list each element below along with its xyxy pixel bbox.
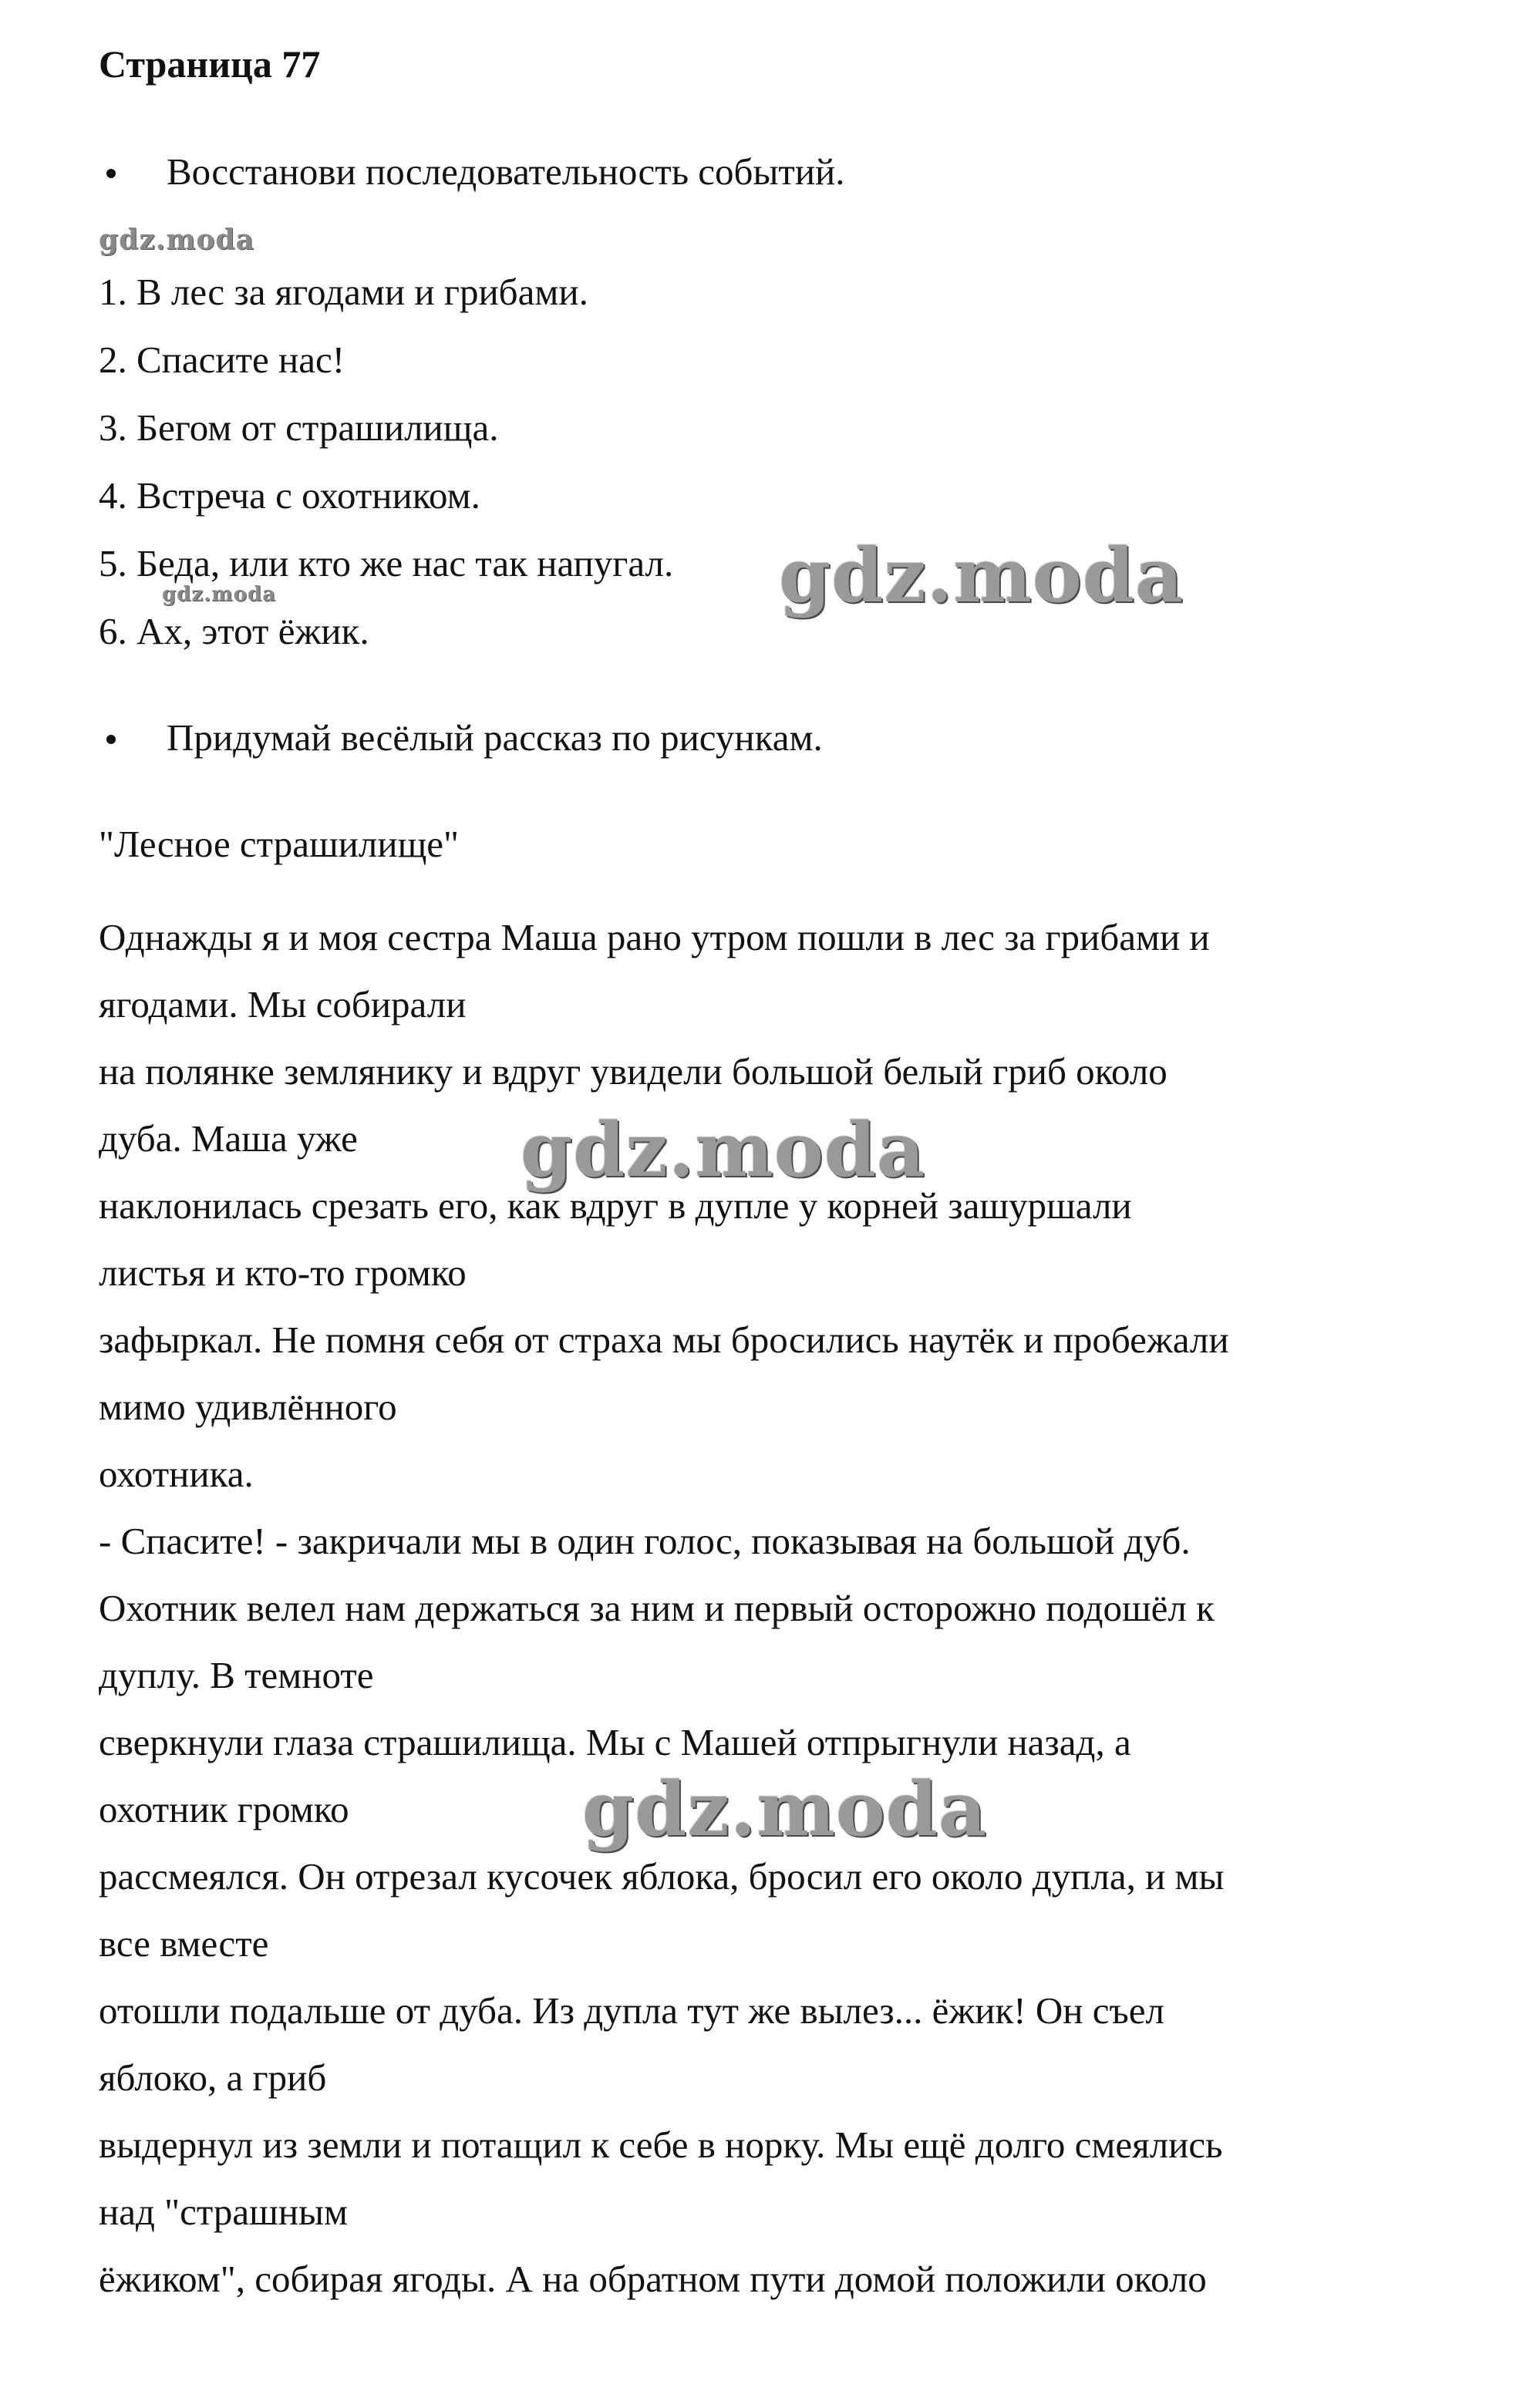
page-title: Страница 77	[99, 42, 321, 86]
list-item: 5. Беда, или кто же нас так напугал.	[99, 542, 674, 584]
story-line: сверкнули глаза страшилища. Мы с Машей отпрыгнули назад, а	[99, 1721, 1131, 1763]
task1-heading-text: Восстанови последовательность событий.	[167, 150, 845, 193]
watermark: gdz.moda	[99, 224, 254, 256]
story-line: охотник громко	[99, 1788, 349, 1830]
list-item: 4. Встреча с охотником.	[99, 474, 480, 517]
list-item: 1. В лес за ягодами и грибами.	[99, 271, 588, 313]
bullet-icon	[106, 169, 116, 178]
story-title: "Лесное страшилище"	[99, 823, 460, 865]
story-line: рассмеялся. Он отрезал кусочек яблока, бросил его около дупла, и мы	[99, 1855, 1225, 1898]
story-line: выдернул из земли и потащил к себе в норку. Мы ещё долго смеялись	[99, 2123, 1223, 2166]
bullet-icon	[106, 735, 116, 744]
story-line: зафыркал. Не помня себя от страха мы бросились наутёк и пробежали	[99, 1319, 1229, 1361]
story-line: яблоко, а гриб	[99, 2056, 327, 2099]
story-line: Однажды я и моя сестра Маша рано утром пошли в лес за грибами и	[99, 916, 1210, 958]
story-line: дуба. Маша уже	[99, 1117, 358, 1160]
list-item: 6. Ах, этот ёжик.	[99, 610, 369, 652]
story-line: листья и кто-то громко	[99, 1251, 467, 1294]
story-line: наклонилась срезать его, как вдруг в дупле у корней зашуршали	[99, 1184, 1132, 1227]
story-line: Охотник велел нам держаться за ним и первый осторожно подошёл к	[99, 1587, 1215, 1629]
task2-heading-text: Придумай весёлый рассказ по рисункам.	[167, 716, 823, 759]
story-line: - Спасите! - закричали мы в один голос, показывая на большой дуб.	[99, 1520, 1191, 1562]
story-line: мимо удивлённого	[99, 1386, 397, 1428]
story-line: на полянке землянику и вдруг увидели большой белый гриб около	[99, 1050, 1168, 1093]
story-line: над "страшным	[99, 2191, 349, 2233]
list-item: 2. Спасите нас!	[99, 338, 345, 381]
task2-heading	[99, 712, 823, 763]
task1-heading	[99, 147, 845, 197]
story-line: дуплу. В темноте	[99, 1654, 374, 1696]
story-line: охотника.	[99, 1453, 254, 1495]
story-line: ёжиком", собирая ягоды. А на обратном пути домой положили около	[99, 2258, 1207, 2300]
watermark: gdz.moda	[582, 1766, 988, 1853]
story-line: отошли подальше от дуба. Из дупла тут же вылез... ёжик! Он съел	[99, 1989, 1165, 2032]
watermark: gdz.moda	[521, 1106, 926, 1194]
story-line: ягодами. Мы собирали	[99, 983, 467, 1026]
watermark: gdz.moda	[779, 532, 1184, 619]
story-line: все вместе	[99, 1922, 269, 1965]
watermark: gdz.moda	[162, 583, 277, 606]
list-item: 3. Бегом от страшилища.	[99, 406, 499, 449]
